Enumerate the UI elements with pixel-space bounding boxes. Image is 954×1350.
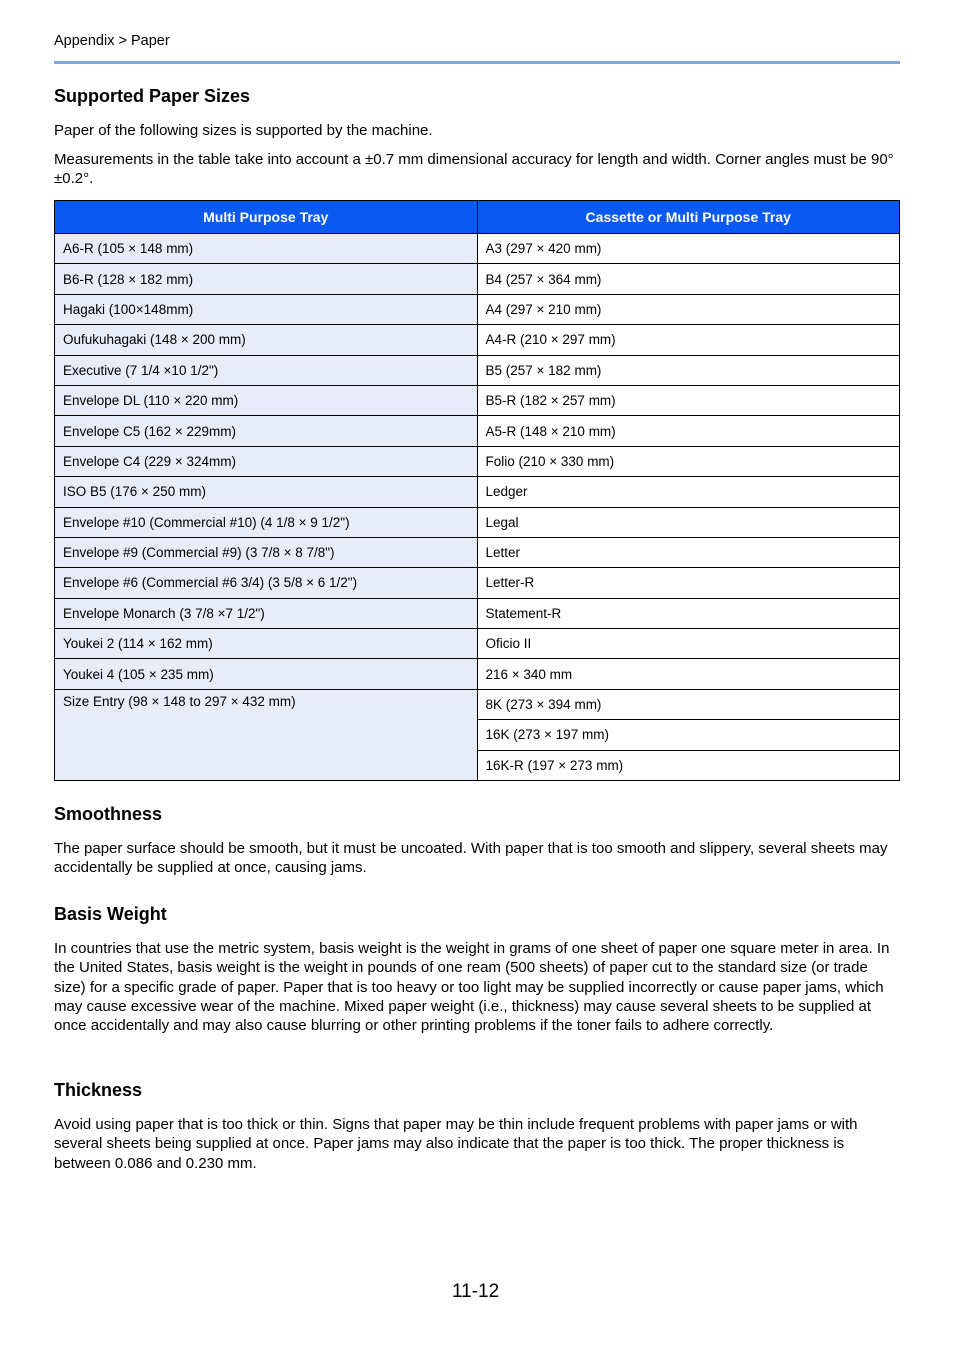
table-row bbox=[55, 629, 900, 659]
table-cell: Envelope Monarch (3 7/8 ×7 1/2") bbox=[55, 598, 478, 628]
table-cell: 16K-R (197 × 273 mm) bbox=[477, 750, 900, 780]
table-cell: Oficio II bbox=[477, 629, 900, 659]
section-title-thickness: Thickness bbox=[54, 1080, 143, 1100]
table-cell: A6-R (105 × 148 mm) bbox=[55, 234, 478, 264]
table-row bbox=[55, 234, 900, 264]
smoothness-text: The paper surface should be smooth, but it must be uncoated. With paper that is too smooth and slippery, several sheets may accidentally be supplied at once, causing jams. bbox=[54, 840, 888, 877]
table-cell: Envelope C5 (162 × 229mm) bbox=[55, 416, 478, 446]
table-cell: Youkei 2 (114 × 162 mm) bbox=[55, 629, 478, 659]
table-cell: Envelope DL (110 × 220 mm) bbox=[55, 385, 478, 415]
table-row bbox=[55, 689, 900, 719]
column-header-multi-purpose: Multi Purpose Tray bbox=[55, 201, 478, 234]
basis-weight-text: In countries that use the metric system, basis weight is the weight in grams of one sheet of paper one square meter in area. In the United States, basis weight is the weight in pounds of one ream (500 sheets) of paper cut to the standard size (or trade size) for a specific grade of paper. Paper that is too heavy or too light may be supplied incorrectly or cause paper jams, which may cause excessive wear of the machine. Mixed paper weight (i.e., thickness) may cause several sheets to be supplied at once accidentally and may also cause blurring or other printing problems if the toner fails to adhere correctly. bbox=[54, 940, 890, 1035]
table-cell: Youkei 4 (105 × 235 mm) bbox=[55, 659, 478, 689]
table-cell: B6-R (128 × 182 mm) bbox=[55, 264, 478, 294]
table-cell: B5-R (182 × 257 mm) bbox=[477, 385, 900, 415]
paper-sizes-table bbox=[54, 200, 900, 781]
table-row bbox=[55, 659, 900, 689]
table-cell: Letter bbox=[477, 537, 900, 567]
table-cell: Letter-R bbox=[477, 568, 900, 598]
column-header-cassette: Cassette or Multi Purpose Tray bbox=[477, 201, 900, 234]
breadcrumb: Appendix > Paper bbox=[54, 33, 170, 49]
table-row bbox=[55, 416, 900, 446]
table-row bbox=[55, 477, 900, 507]
table-row bbox=[55, 294, 900, 324]
table-row bbox=[55, 507, 900, 537]
table-cell: ISO B5 (176 × 250 mm) bbox=[55, 477, 478, 507]
table-cell: A4-R (210 × 297 mm) bbox=[477, 325, 900, 355]
table-cell: Ledger bbox=[477, 477, 900, 507]
table-row bbox=[55, 598, 900, 628]
section-title-smoothness: Smoothness bbox=[54, 804, 163, 824]
table-row bbox=[55, 385, 900, 415]
table-cell: 16K (273 × 197 mm) bbox=[477, 720, 900, 750]
sizes-accuracy-note: Measurements in the table take into account a ±0.7 mm dimensional accuracy for length and width. Corner angles must be 90°±0.2°. bbox=[54, 151, 894, 188]
section-title-sizes: Supported Paper Sizes bbox=[54, 86, 251, 106]
table-cell: Envelope C4 (229 × 324mm) bbox=[55, 446, 478, 476]
table-cell: A5-R (148 × 210 mm) bbox=[477, 416, 900, 446]
table-cell: Envelope #10 (Commercial #10) (4 1/8 × 9 1/2") bbox=[55, 507, 478, 537]
table-row bbox=[55, 355, 900, 385]
table-cell: 8K (273 × 394 mm) bbox=[477, 689, 900, 719]
table-cell: Statement-R bbox=[477, 598, 900, 628]
table-cell: Folio (210 × 330 mm) bbox=[477, 446, 900, 476]
table-cell: Size Entry (98 × 148 to 297 × 432 mm) bbox=[55, 689, 478, 780]
table-row bbox=[55, 325, 900, 355]
table-cell: Envelope #9 (Commercial #9) (3 7/8 × 8 7/8") bbox=[55, 537, 478, 567]
section-title-basis-weight: Basis Weight bbox=[54, 904, 167, 924]
thickness-text: Avoid using paper that is too thick or thin. Signs that paper may be thin include frequent problems with paper jams or with several sheets being supplied at once. Paper jams may also indicate that the paper is too thick. The proper thickness is between 0.086 and 0.230 mm. bbox=[54, 1116, 858, 1172]
header-divider bbox=[54, 61, 900, 64]
table-cell: Hagaki (100×148mm) bbox=[55, 294, 478, 324]
table-row bbox=[55, 446, 900, 476]
table-cell: Oufukuhagaki (148 × 200 mm) bbox=[55, 325, 478, 355]
table-cell: Legal bbox=[477, 507, 900, 537]
table-cell: Executive (7 1/4 ×10 1/2") bbox=[55, 355, 478, 385]
table-row bbox=[55, 568, 900, 598]
table-cell: B5 (257 × 182 mm) bbox=[477, 355, 900, 385]
table-row bbox=[55, 537, 900, 567]
table-header-row bbox=[55, 201, 900, 234]
table-cell: A4 (297 × 210 mm) bbox=[477, 294, 900, 324]
table-cell: Envelope #6 (Commercial #6 3/4) (3 5/8 × 6 1/2") bbox=[55, 568, 478, 598]
table-cell: A3 (297 × 420 mm) bbox=[477, 234, 900, 264]
table-row bbox=[55, 264, 900, 294]
table-cell: 216 × 340 mm bbox=[477, 659, 900, 689]
sizes-intro: Paper of the following sizes is supported by the machine. bbox=[54, 122, 433, 139]
table-cell: B4 (257 × 364 mm) bbox=[477, 264, 900, 294]
page-number: 11-12 bbox=[452, 1281, 500, 1302]
